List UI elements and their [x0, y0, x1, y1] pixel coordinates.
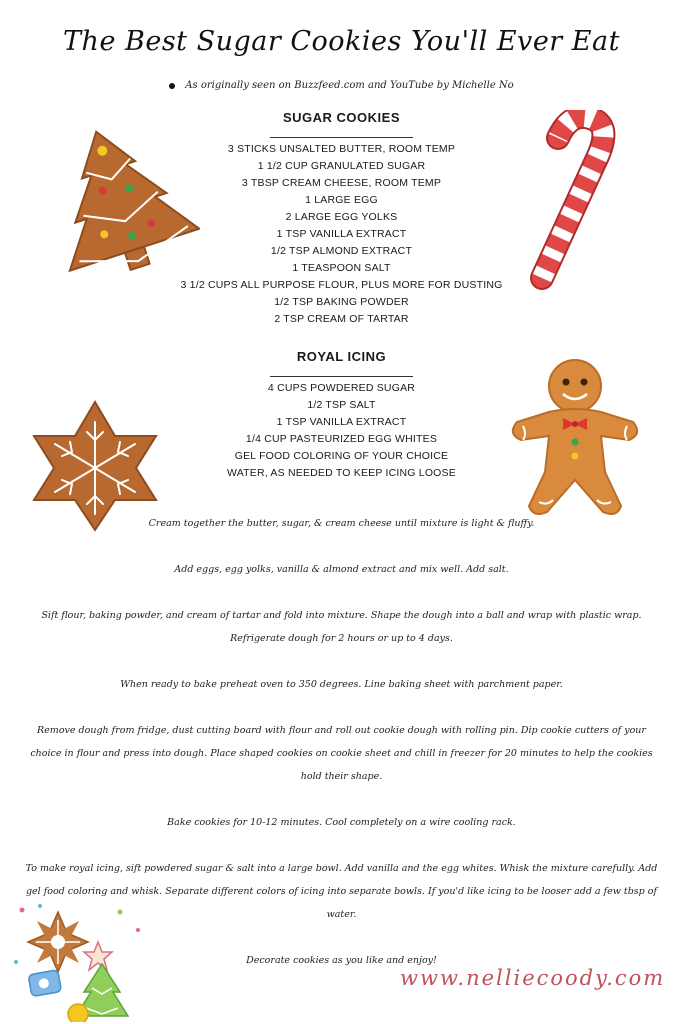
candy-cane-icon [520, 110, 640, 290]
list-item: 2 TSP CREAM OF TARTAR [274, 313, 409, 325]
snowflake-star-cookie-icon [20, 398, 170, 533]
list-item: 1 TSP VANILLA EXTRACT [276, 416, 407, 428]
list-item: 1/4 CUP PASTEURIZED EGG WHITES [245, 433, 438, 445]
list-item: 1/2 TSP ALMOND EXTRACT [270, 245, 413, 257]
list-item: 1 TEASPOON SALT [292, 262, 391, 274]
list-item: 1/2 TSP SALT [307, 399, 376, 411]
instruction-step: Decorate cookies as you like and enjoy! [246, 955, 437, 966]
list-item: 4 CUPS POWDERED SUGAR [267, 382, 416, 394]
gingerbread-man-icon [505, 356, 645, 521]
list-item: GEL FOOD COLORING OF YOUR CHOICE [234, 450, 449, 462]
page-title: The Best Sugar Cookies You'll Ever Eat [63, 26, 620, 57]
list-item: 1/2 TSP BAKING POWDER [274, 296, 409, 308]
list-item: 2 LARGE EGG YOLKS [285, 211, 398, 223]
instruction-step: Bake cookies for 10-12 minutes. Cool completely on a wire cooling rack. [167, 817, 516, 828]
list-item: 1 TSP VANILLA EXTRACT [276, 228, 407, 240]
instruction-step: Sift flour, baking powder, and cream of tartar and fold into mixture. Shape the dough into a ball and wrap with plastic wrap. Refrigerate dough for 2 hours or up to 4 days. [41, 610, 642, 644]
royal-icing-divider [270, 376, 413, 377]
instruction-step: Cream together the butter, sugar, & cream cheese until mixture is light & fluffy. [148, 518, 535, 529]
instruction-step: Remove dough from fridge, dust cutting board with flour and roll out cookie dough with rolling pin. Dip cookie cutters of your choice in flour and press into dough. Place shaped cookies on cookie sheet and chill in freezer for 20 minutes to help the cookies hold their shape. [30, 725, 653, 782]
sugar-cookies-divider [270, 137, 413, 138]
list-item: 3 STICKS UNSALTED BUTTER, ROOM TEMP [227, 143, 456, 155]
list-item: 1 1/2 CUP GRANULATED SUGAR [257, 160, 426, 172]
tree-cookie-icon [40, 120, 200, 290]
list-item: 3 TBSP CREAM CHEESE, ROOM TEMP [241, 177, 442, 189]
list-item: WATER, AS NEEDED TO KEEP ICING LOOSE [227, 467, 456, 479]
list-item: 1 LARGE EGG [305, 194, 378, 206]
subtitle [0, 80, 683, 91]
list-item: 3 1/2 CUPS ALL PURPOSE FLOUR, PLUS MORE FOR DUSTING [180, 279, 503, 291]
instruction-step: To make royal icing, sift powdered sugar & salt into a large bowl. Add vanilla and the egg whites. Whisk the mixture carefully. Add gel food coloring and whisk. Separate different colors of icing into separate bowls. If you'd like icing to be looser add a few tbsp of water. [25, 863, 658, 920]
website-link[interactable]: www.nelliecoody.com [400, 966, 666, 990]
bullet-icon [169, 83, 175, 89]
cookie-cluster-icon [10, 902, 160, 1022]
royal-icing-heading: ROYAL ICING [296, 349, 387, 364]
sugar-cookies-heading: SUGAR COOKIES [282, 110, 400, 125]
subtitle-text: As originally seen on Buzzfeed.com and YouTube by Michelle No [185, 80, 514, 91]
instruction-step: When ready to bake preheat oven to 350 degrees. Line baking sheet with parchment paper. [120, 679, 563, 690]
instruction-step: Add eggs, egg yolks, vanilla & almond extract and mix well. Add salt. [174, 564, 509, 575]
